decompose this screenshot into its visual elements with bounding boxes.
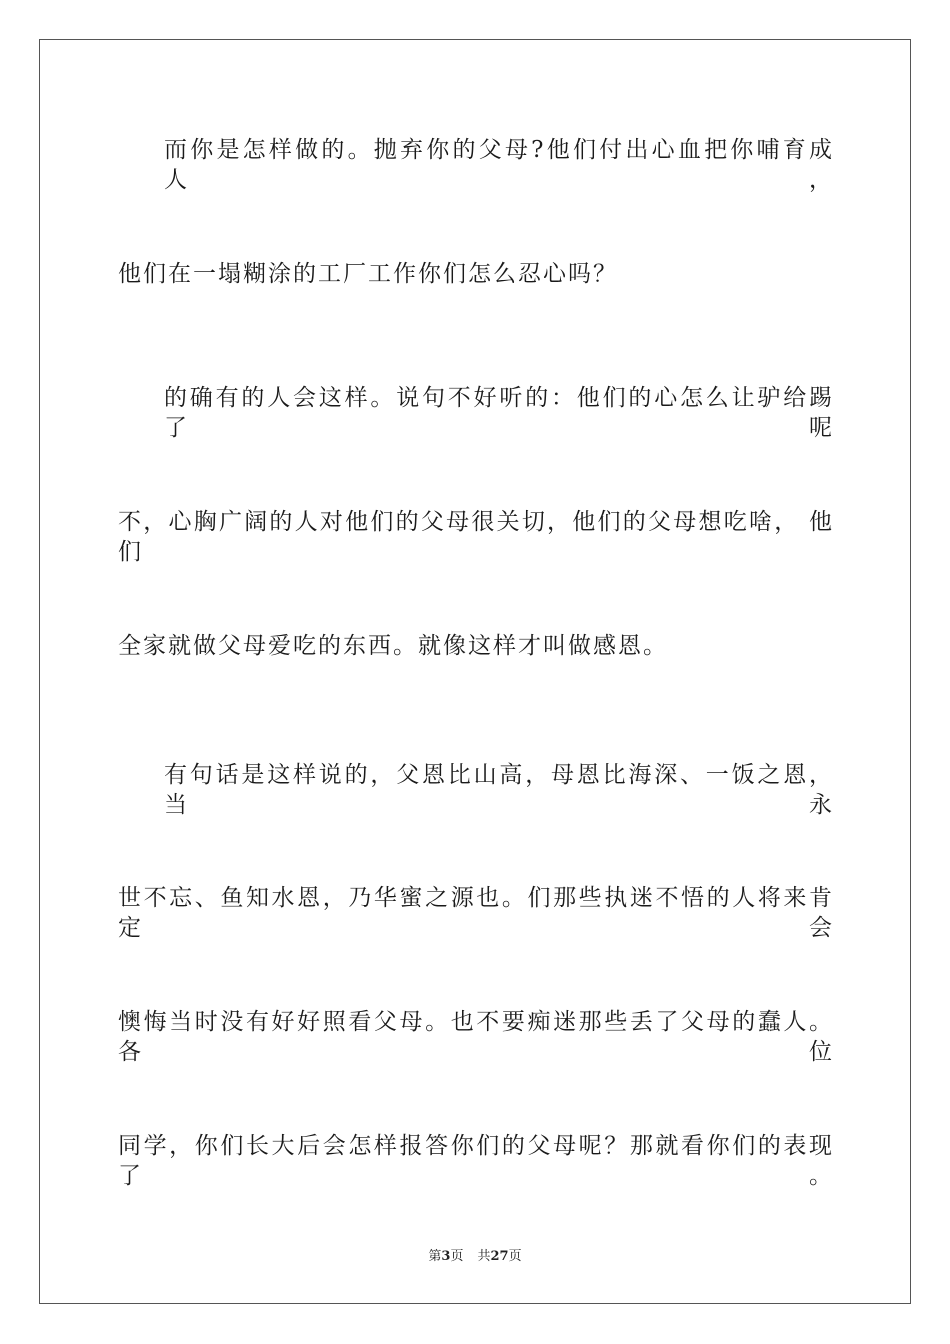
paragraph-line: 他们在一塌糊涂的工厂工作你们怎么忍心吗？ <box>118 261 618 287</box>
total-suffix: 页 <box>508 1249 522 1264</box>
page-number: 3 <box>441 1249 451 1264</box>
paragraph-line: 的确有的人会这样。说句不好听的：他们的心怎么让驴给踢了呢 <box>164 385 834 441</box>
total-pages: 27 <box>490 1249 509 1264</box>
paragraph-line: 全家就做父母爱吃的东西。就像这样才叫做感恩。 <box>118 633 668 659</box>
paragraph-line: 世不忘、鱼知水恩，乃华蜜之源也。们那些执迷不悟的人将来肯定会 <box>118 885 834 941</box>
page-footer <box>0 1248 950 1266</box>
page-suffix: 页 <box>450 1249 464 1264</box>
paragraph-line: 而你是怎样做的。抛弃你的父母?他们付出心血把你哺育成人， <box>164 137 834 193</box>
paragraph-line: 懊悔当时没有好好照看父母。也不要痴迷那些丢了父母的蠢人。各位 <box>118 1009 834 1065</box>
paragraph-line: 同学，你们长大后会怎样报答你们的父母呢？那就看你们的表现了。 <box>118 1133 834 1189</box>
paragraph-line: 有句话是这样说的，父恩比山高，母恩比海深、一饭之恩，当永 <box>164 762 834 818</box>
page-prefix: 第 <box>428 1249 442 1264</box>
paragraph-line: 不，心胸广阔的人对他们的父母很关切，他们的父母想吃啥， 他们 <box>118 509 834 565</box>
page-frame <box>39 39 911 1304</box>
total-prefix: 共 <box>477 1249 491 1264</box>
